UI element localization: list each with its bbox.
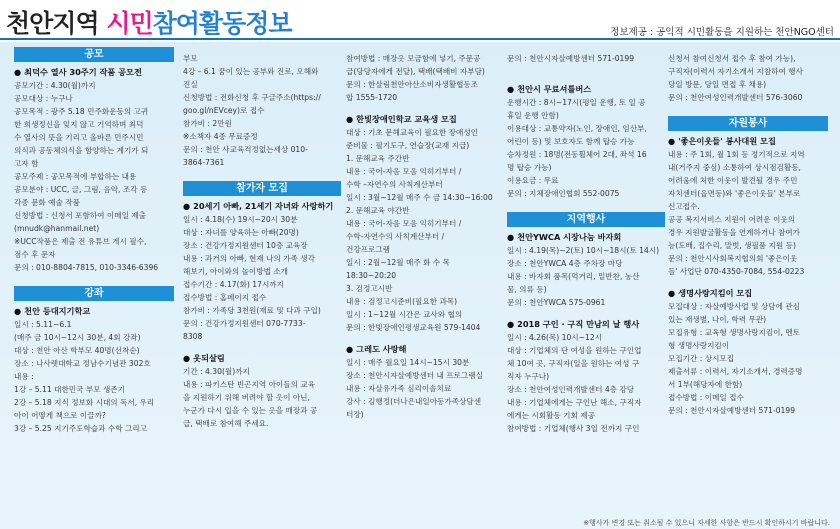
detail-line: 급, 택배로 참여해 주세요.: [183, 419, 269, 428]
detail-line: 명 탑승 가능): [507, 163, 552, 172]
detail-line: 내용 : 파키스탄 빈곤지역 아이들의 교육: [183, 380, 315, 389]
spacer: [507, 65, 665, 74]
spacer: [668, 278, 828, 287]
title-part-region: 천안지역: [6, 9, 107, 38]
spacer: [507, 309, 665, 318]
bullet-icon: ●: [668, 288, 676, 298]
item-title: [507, 231, 665, 244]
detail-line: 준비물 : 필기도구, 연습장(교재 지급): [346, 141, 470, 150]
detail-line: 한 희생정신을 잊지 않고 기억하며 최덕: [14, 120, 144, 129]
detail-line: 건강프로그램: [346, 245, 391, 254]
section-heading: 공모: [14, 47, 174, 62]
detail-line: 공모분야 : UCC, 글, 그림, 음악, 조각 등: [14, 185, 148, 194]
detail-line: (mnudk@hanmail.net): [14, 224, 100, 233]
detail-line: 장소 : 천안YWCA 4층 주차장 마당: [507, 259, 623, 268]
detail-line: 문의 : 천안YWCA 575-0961: [507, 298, 606, 307]
item-title: [183, 352, 341, 365]
item-title-text: 최덕수 열사 30주기 작품 공모전: [24, 67, 142, 77]
column-3: [346, 52, 504, 430]
detail-line: 문의 : 천안시자살예방센터 571-0199: [668, 406, 796, 415]
detail-line: 어린이 등) 및 보호자도 함께 탑승 가능: [507, 137, 635, 146]
detail-line: 18:30~20:20: [346, 271, 397, 280]
title-part-citizen: 시민: [106, 9, 153, 38]
item-title-text: 천안시 무료셔틀버스: [517, 84, 592, 94]
detail-line: 문의 : 건강가정지원센터 070-7733-: [183, 319, 306, 328]
detail-line: 내용 : 기업체에게는 구인난 해소, 구직자: [507, 398, 642, 407]
detail-line: 이용대상 : 교통약자(노인, 장애인, 임산부,: [507, 124, 647, 133]
detail-line: 모집대상 : 자살예방사업 및 상담에 관심: [668, 302, 800, 311]
detail-line: 어려움에 처한 이웃이 발견될 경우 주민: [668, 176, 798, 185]
spacer: [668, 417, 828, 426]
detail-line: 있는 재생별, 나이, 학력 무관): [668, 315, 767, 324]
detail-line: 일시 : 5.11~6.1: [14, 320, 72, 329]
detail-line: 서 1부(해당자에 한함): [668, 380, 743, 389]
bullet-icon: ●: [668, 136, 676, 146]
detail-line: 접수방법 : 홈페이지 접수: [183, 293, 267, 302]
detail-line: 신고접수.: [668, 202, 700, 211]
item-title: [346, 113, 504, 126]
detail-line: 아이 어떻게 책으로 이끌까?: [14, 411, 106, 420]
item-title: [14, 66, 174, 79]
detail-line: 참가비 : 가족당 3천원(재료 및 다과 구입): [183, 306, 321, 315]
spacer: [507, 74, 665, 83]
detail-line: 들' 사업단 070-4350-7084, 554-0223: [668, 267, 805, 276]
detail-line: 참가비 : 2만원: [183, 119, 232, 128]
detail-line: ※소책자 4종 무료증정: [183, 132, 258, 141]
detail-line: 의식과 공동체의식을 함양하는 계기가 되: [14, 146, 149, 155]
detail-line: 장소 : 나사렛대학교 정남수기념관 302호: [14, 359, 151, 368]
section-heading: 강좌: [14, 286, 174, 301]
detail-line: 문의 : 한살림천안아산소비자생활협동조: [346, 80, 479, 89]
detail-line: 2. 문해교육 야간반: [346, 206, 410, 215]
detail-line: 모집기간 : 상시모집: [668, 354, 735, 363]
detail-line: 각종 문화 예술 작품: [14, 198, 80, 207]
detail-line: 문의 : 한빛장애인평생교육원 579-1404: [346, 323, 481, 332]
detail-line: 승차정원 : 18명(전동휠체어 2대, 좌석 16: [507, 150, 647, 159]
item-title-text: 옷되살림: [193, 353, 225, 363]
bullet-icon: ●: [183, 201, 191, 211]
detail-line: 내용 : 국어-자음 모음 익히기부터 /: [346, 167, 462, 176]
spacer: [14, 435, 174, 444]
detail-line: 합 1555-1720: [346, 93, 398, 102]
section-heading: 자원봉사: [668, 116, 828, 131]
detail-line: 대상 : 기초 문해교육이 필요한 장애성인: [346, 128, 478, 137]
item-title: [183, 200, 341, 213]
detail-line: 8308: [183, 332, 203, 341]
bullet-icon: ●: [14, 306, 22, 316]
detail-line: 누군가 다시 입을 수 있는 옷을 매장과 공: [183, 406, 318, 415]
item-title: [507, 83, 665, 96]
detail-line: 일시 : 매주 월요일 14시~15시 30분: [346, 358, 470, 367]
spacer: [507, 435, 665, 444]
detail-line: 문의 : 010-8804-7815, 010-3346-6396: [14, 263, 159, 272]
spacer: [183, 343, 341, 352]
detail-line: 대상 : 자녀를 양육하는 아빠(20명): [183, 228, 299, 237]
detail-line: 일시 : 1~12월 시간은 교사와 협의: [346, 310, 463, 319]
content-panel: [0, 42, 840, 529]
item-title: [507, 318, 665, 331]
detail-line: 당일 방문, 당일 면접 후 채용): [668, 80, 767, 89]
detail-line: 고자 함: [14, 159, 39, 168]
detail-line: 3864-7361: [183, 158, 225, 167]
detail-line: 강사 : 김행정(더나은내일아동가족상담센: [346, 397, 482, 406]
detail-line: 내용 : 검정고시준비(필요한 과목): [346, 297, 458, 306]
detail-line: 신청방법 : 신청서 포함하여 이메일 제출: [14, 211, 146, 220]
detail-line: 장소 : 천안시자살예방센터 내 프로그램실: [346, 371, 483, 380]
detail-line: 수학-자연수의 사칙계산부터 /: [346, 232, 445, 241]
detail-line: 일시 : 2월~12월 매주 화 수 목: [346, 258, 450, 267]
item-title: [346, 343, 504, 356]
detail-line: 문의 : 천안여성인력개발센터 576-3060: [668, 93, 803, 102]
item-title-text: 한빛장애인학교 교육생 모집: [356, 114, 457, 124]
detail-line: 참여방법 : 매장옷 모금함에 넣기, 주문공: [346, 54, 481, 63]
detail-line: 을 지원하기 위해 버려야 할 옷이 아닌,: [183, 393, 310, 402]
detail-line: 해보기, 아이와의 놀이방법 소개: [183, 267, 289, 276]
footer-note: ※행사가 변경 또는 취소될 수 있으니 자세한 사항은 반드시 확인하시기 바랍니다.: [583, 519, 830, 527]
detail-line: 대상 : 천안 아산 학부모 40명(선착순): [14, 346, 140, 355]
detail-line: 장소 : 건강가정지원센터 10층 교육장: [183, 241, 308, 250]
item-title-text: 천안 등대지기학교: [24, 306, 91, 316]
detail-line: 내용 : 자살유가족 심리이솔치료: [346, 384, 452, 393]
detail-line: 이용요금 : 무료: [507, 176, 559, 185]
detail-line: 부모: [183, 54, 198, 63]
item-title-text: 그레도 사랑해: [356, 344, 407, 354]
detail-line: 내용 : 바자회 품목(먹거리, 밑반찬, 농산: [507, 272, 640, 281]
bullet-icon: ●: [507, 84, 515, 94]
detail-line: 공모기간 : 4.30(월)까지: [14, 81, 96, 90]
detail-line: 장소 : 천안여성인력개발센터 4층 강당: [507, 385, 635, 394]
bullet-icon: ●: [346, 344, 354, 354]
detail-line: 일시 : 4.19(목)~2(토) 10시~18시(토 14시): [507, 246, 660, 255]
detail-line: 문의 : 천안시자살예방센터 571-0199: [507, 54, 635, 63]
spacer: [668, 104, 828, 113]
detail-line: 접수기간 : 4.17(화) 17시까지: [183, 280, 284, 289]
detail-line: 공모목적 : 광주 5.18 민주화운동의 고귀: [14, 107, 149, 116]
detail-line: 휴일 운행 안함): [507, 111, 559, 120]
detail-line: 내용 : 과거의 아빠, 현재 나의 가족 생각: [183, 254, 315, 263]
column-1: [14, 44, 174, 444]
spacer: [346, 421, 504, 430]
section-heading: 참가자 모집: [183, 181, 341, 196]
title-part-info: 정보: [245, 9, 292, 38]
detail-line: 직자 누구나): [507, 372, 550, 381]
spacer: [14, 274, 174, 283]
spacer: [507, 200, 665, 209]
detail-line: 문의 : 천안시사회복지협의회 '좋은이웃: [668, 254, 798, 263]
bullet-icon: ●: [507, 232, 515, 242]
item-title-text: 생명사랑지킴이 모집: [678, 288, 753, 298]
detail-line: 신청방법 : 전화신청 후 구글주소(https://: [183, 93, 321, 102]
detail-line: 공공 복지서비스 지원이 어려운 이웃의: [668, 215, 796, 224]
bullet-icon: ●: [346, 114, 354, 124]
item-title: [668, 287, 828, 300]
detail-line: 신청서 참여신청서 접수 후 참여 가능),: [668, 54, 796, 63]
spacer: [183, 430, 341, 439]
detail-line: 문의 : 천안 사교육걱정없는세상 010-: [183, 145, 308, 154]
detail-line: 3강 – 5.25 지기주도학습과 수학 그리고: [14, 424, 147, 433]
detail-line: 급(당당자에게 전달), 택배(택배비 자부담): [346, 67, 485, 76]
detail-line: 일시 : 4.26(목) 10시~12시: [507, 333, 602, 342]
bullet-icon: ●: [183, 353, 191, 363]
detail-line: 3. 검정고시반: [346, 284, 393, 293]
detail-line: 모집유형 : 교육형 생명사랑지킴이, 멘토: [668, 328, 800, 337]
detail-line: 일시 : 3월~12월 매주 수 금 14:30~16:00: [346, 193, 493, 202]
column-4: [507, 52, 665, 444]
detail-line: 제출서류 : 이력서, 자기소개서, 경력증명: [668, 367, 803, 376]
bullet-icon: ●: [14, 67, 22, 77]
detail-line: 기간 : 4.30(월)까지: [183, 367, 250, 376]
detail-line: (매주 금 10시~12시 30분, 4회 강좌): [14, 333, 141, 342]
detail-line: 진실: [183, 80, 198, 89]
detail-line: 내용 : 국어-자음 모음 익히기부터 /: [346, 219, 462, 228]
detail-line: 능(도배, 집수리, 말벗, 생필품 지원 등): [668, 241, 796, 250]
detail-line: 내(거주지 중심) 소통하여 상시점검활동,: [668, 163, 801, 172]
spacer: [346, 334, 504, 343]
detail-line: 수학 –자연수의 사칙계산부터: [346, 180, 443, 189]
detail-line: 물, 의류 등): [507, 285, 547, 294]
detail-line: 수 열사의 뜻을 기리고 올바른 민주시민: [14, 133, 144, 142]
spacer: [346, 104, 504, 113]
detail-line: 1. 문해교육 주간반: [346, 154, 410, 163]
detail-line: 내용 :: [14, 372, 34, 381]
section-heading: 지역행사: [507, 212, 665, 227]
item-title-text: 20세기 아빠, 21세기 자녀와 사랑하기: [193, 201, 334, 211]
detail-line: 공모대상 : 누구나: [14, 94, 73, 103]
detail-line: 공모주제 : 공모목적에 부합하는 내용: [14, 172, 137, 181]
detail-line: 접수방법 : 이메일 접수: [668, 393, 744, 402]
detail-line: 자치센터(읍면동)와 '좋은이웃들' 본부로: [668, 189, 801, 198]
detail-line: 터장): [346, 410, 364, 419]
detail-line: 에게는 시회활동 기회 제공: [507, 411, 595, 420]
item-title: [668, 135, 828, 148]
detail-line: 점수 후 문자: [14, 250, 56, 259]
detail-line: 4강 – 6.1 꿈이 있는 공부와 진로, 오해와: [183, 67, 319, 76]
bullet-icon: ●: [507, 319, 515, 329]
detail-line: 일시 : 4.18(수) 19시~20시 30분: [183, 215, 298, 224]
item-title-text: 천안YWCA 시장나눔 바자회: [517, 232, 622, 242]
detail-line: 체 10여 곳, 구직자(일을 원하는 여성 구: [507, 359, 640, 368]
item-title: [14, 305, 174, 318]
detail-line: ※UCC작품은 제출 전 유튜브 게시 필수,: [14, 237, 147, 246]
detail-line: 문의 : 지체장애인협회 552-0075: [507, 189, 620, 198]
column-5: [668, 52, 828, 426]
title-part-participation: 참여활동: [152, 9, 246, 38]
spacer: [183, 169, 341, 178]
detail-line: goo.gl/nEVcey)로 접수: [183, 106, 265, 115]
detail-line: 대상 : 기업체의 단 여성을 원하는 구인업: [507, 346, 642, 355]
detail-line: 2강 – 5.18 지식 정보화 시대의 독서, 우리: [14, 398, 155, 407]
detail-line: 경우 지원발굴활동을 연계하거나 참여가: [668, 228, 800, 237]
page-title: [6, 4, 292, 40]
detail-line: 형 생명사랑지킴이: [668, 341, 730, 350]
detail-line: 내용 : 주 1회, 월 1회 등 정기적으로 지역: [668, 150, 805, 159]
detail-line: 참여방법 : 기업체(행사 3일 전까지 구인: [507, 424, 640, 433]
detail-line: 1강 – 5.11 대한민국 부모 생존기: [14, 385, 125, 394]
provider-text: 정보제공 : 공익적 시민활동을 지원하는 천안NGO센터: [610, 27, 834, 38]
item-title-text: '좋은이웃들' 봉사대원 모집: [678, 136, 776, 146]
column-2: [183, 52, 341, 439]
item-title-text: 2018 구인 · 구직 만남의 날 행사: [517, 319, 640, 329]
detail-line: 운행시간 : 8시~17시(평일 운행, 토 일 공: [507, 98, 646, 107]
page-header: [0, 0, 840, 40]
detail-line: 구직자(이력서 자기소개서 지참하여 행사: [668, 67, 803, 76]
